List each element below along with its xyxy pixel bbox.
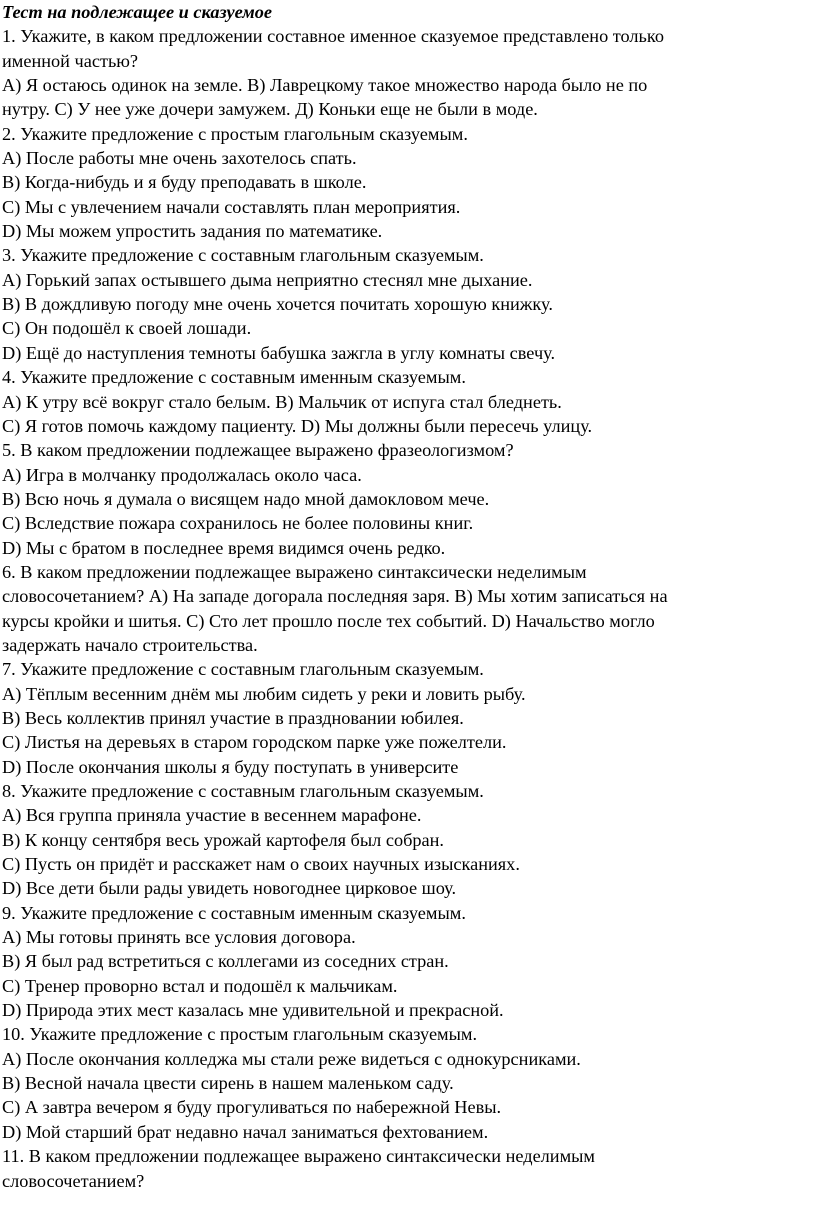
text-line: A) Горький запах остывшего дыма неприятно стеснял мне дыхание. — [2, 269, 533, 290]
text-line: нутру. С) У нее уже дочери замужем. Д) Коньки еще не были в моде. — [2, 99, 538, 120]
text-line: A) Игра в молчанку продолжалась около часа. — [2, 464, 362, 485]
text-line: B) Всю ночь я думала о висящем надо мной дамокловом мече. — [2, 488, 490, 509]
page-title: Тест на подлежащее и сказуемое — [2, 2, 273, 22]
text-line: C) Мы с увлечением начали составлять план мероприятия. — [2, 196, 461, 217]
text-line: D) Мой старший брат недавно начал заниматься фехтованием. — [2, 1121, 489, 1142]
text-line: 2. Укажите предложение с простым глагольным сказуемым. — [2, 123, 468, 144]
text-line: B) Когда-нибудь и я буду преподавать в школе. — [2, 172, 367, 193]
text-line: D) Ещё до наступления темноты бабушка зажгла в углу комнаты свечу. — [2, 342, 556, 363]
text-line: A) К утру всё вокруг стало белым. B) Мальчик от испуга стал бледнеть. — [2, 391, 562, 412]
text-line: 10. Укажите предложение с простым глагольным сказуемым. — [2, 1024, 478, 1045]
text-line: B) Весь коллектив принял участие в праздновании юбилея. — [2, 707, 464, 728]
text-line: D) Мы с братом в последнее время видимся очень редко. — [2, 537, 446, 558]
text-line: 4. Укажите предложение с составным именным сказуемым. — [2, 367, 466, 388]
text-line: A) После окончания колледжа мы стали реже видеться с однокурсниками. — [2, 1048, 581, 1069]
text-line: D) После окончания школы я буду поступать в университе — [2, 756, 459, 777]
text-line: C) Он подошёл к своей лошади. — [2, 318, 252, 339]
text-line: B) Весной начала цвести сирень в нашем маленьком саду. — [2, 1073, 454, 1094]
text-line: C) Я готов помочь каждому пациенту. D) Мы должны были пересечь улицу. — [2, 415, 593, 436]
text-line: C) Вследствие пожара сохранилось не более половины книг. — [2, 513, 474, 534]
text-line: B) К концу сентября весь урожай картофеля был собран. — [2, 829, 444, 850]
text-line: 1. Укажите, в каком предложении составное именное сказуемое представлено только — [2, 26, 664, 47]
text-line: A) Вся группа приняла участие в весеннем марафоне. — [2, 805, 422, 826]
text-line: A) Мы готовы принять все условия договора. — [2, 927, 356, 948]
document-page — [2, 0, 814, 1193]
text-line: C) Тренер проворно встал и подошёл к мальчикам. — [2, 975, 398, 996]
text-line: C) Пусть он придёт и расскажет нам о своих научных изысканиях. — [2, 854, 520, 875]
document-body — [2, 24, 814, 1193]
text-line: А) Я остаюсь одинок на земле. В) Лаврецкому такое множество народа было не по — [2, 75, 648, 96]
text-line: именной частью? — [2, 50, 139, 71]
text-line: словосочетанием? A) На западе догорала последняя заря. B) Мы хотим записаться на — [2, 586, 668, 607]
text-line: B) Я был рад встретиться с коллегами из соседних стран. — [2, 951, 449, 972]
text-line: C) А завтра вечером я буду прогуливаться по набережной Невы. — [2, 1097, 502, 1118]
text-line: задержать начало строительства. — [2, 634, 258, 655]
text-line: 6. В каком предложении подлежащее выражено синтаксически неделимым — [2, 561, 587, 582]
text-line: 11. В каком предложении подлежащее выражено синтаксически неделимым — [2, 1146, 596, 1167]
text-line: словосочетанием? — [2, 1170, 145, 1191]
text-line: D) Мы можем упростить задания по математике. — [2, 221, 383, 242]
text-line: 8. Укажите предложение с составным глагольным сказуемым. — [2, 781, 484, 801]
text-line: B) В дождливую погоду мне очень хочется почитать хорошую книжку. — [2, 294, 553, 315]
text-line: A) После работы мне очень захотелось спать. — [2, 148, 357, 169]
text-line: 9. Укажите предложение с составным именным сказуемым. — [2, 902, 466, 923]
text-line: 3. Укажите предложение с составным глагольным сказуемым. — [2, 245, 484, 266]
text-line: C) Листья на деревьях в старом городском парке уже пожелтели. — [2, 732, 507, 753]
text-line: 7. Укажите предложение с составным глагольным сказуемым. — [2, 659, 484, 680]
text-line: D) Природа этих мест казалась мне удивительной и прекрасной. — [2, 1000, 504, 1021]
text-line: D) Все дети были рады увидеть новогоднее цирковое шоу. — [2, 878, 457, 899]
text-line: A) Тёплым весенним днём мы любим сидеть у реки и ловить рыбу. — [2, 683, 526, 704]
text-line: 5. В каком предложении подлежащее выражено фразеологизмом? — [2, 440, 514, 461]
text-line: курсы кройки и шитья. C) Сто лет прошло после тех событий. D) Начальство могло — [2, 610, 655, 631]
